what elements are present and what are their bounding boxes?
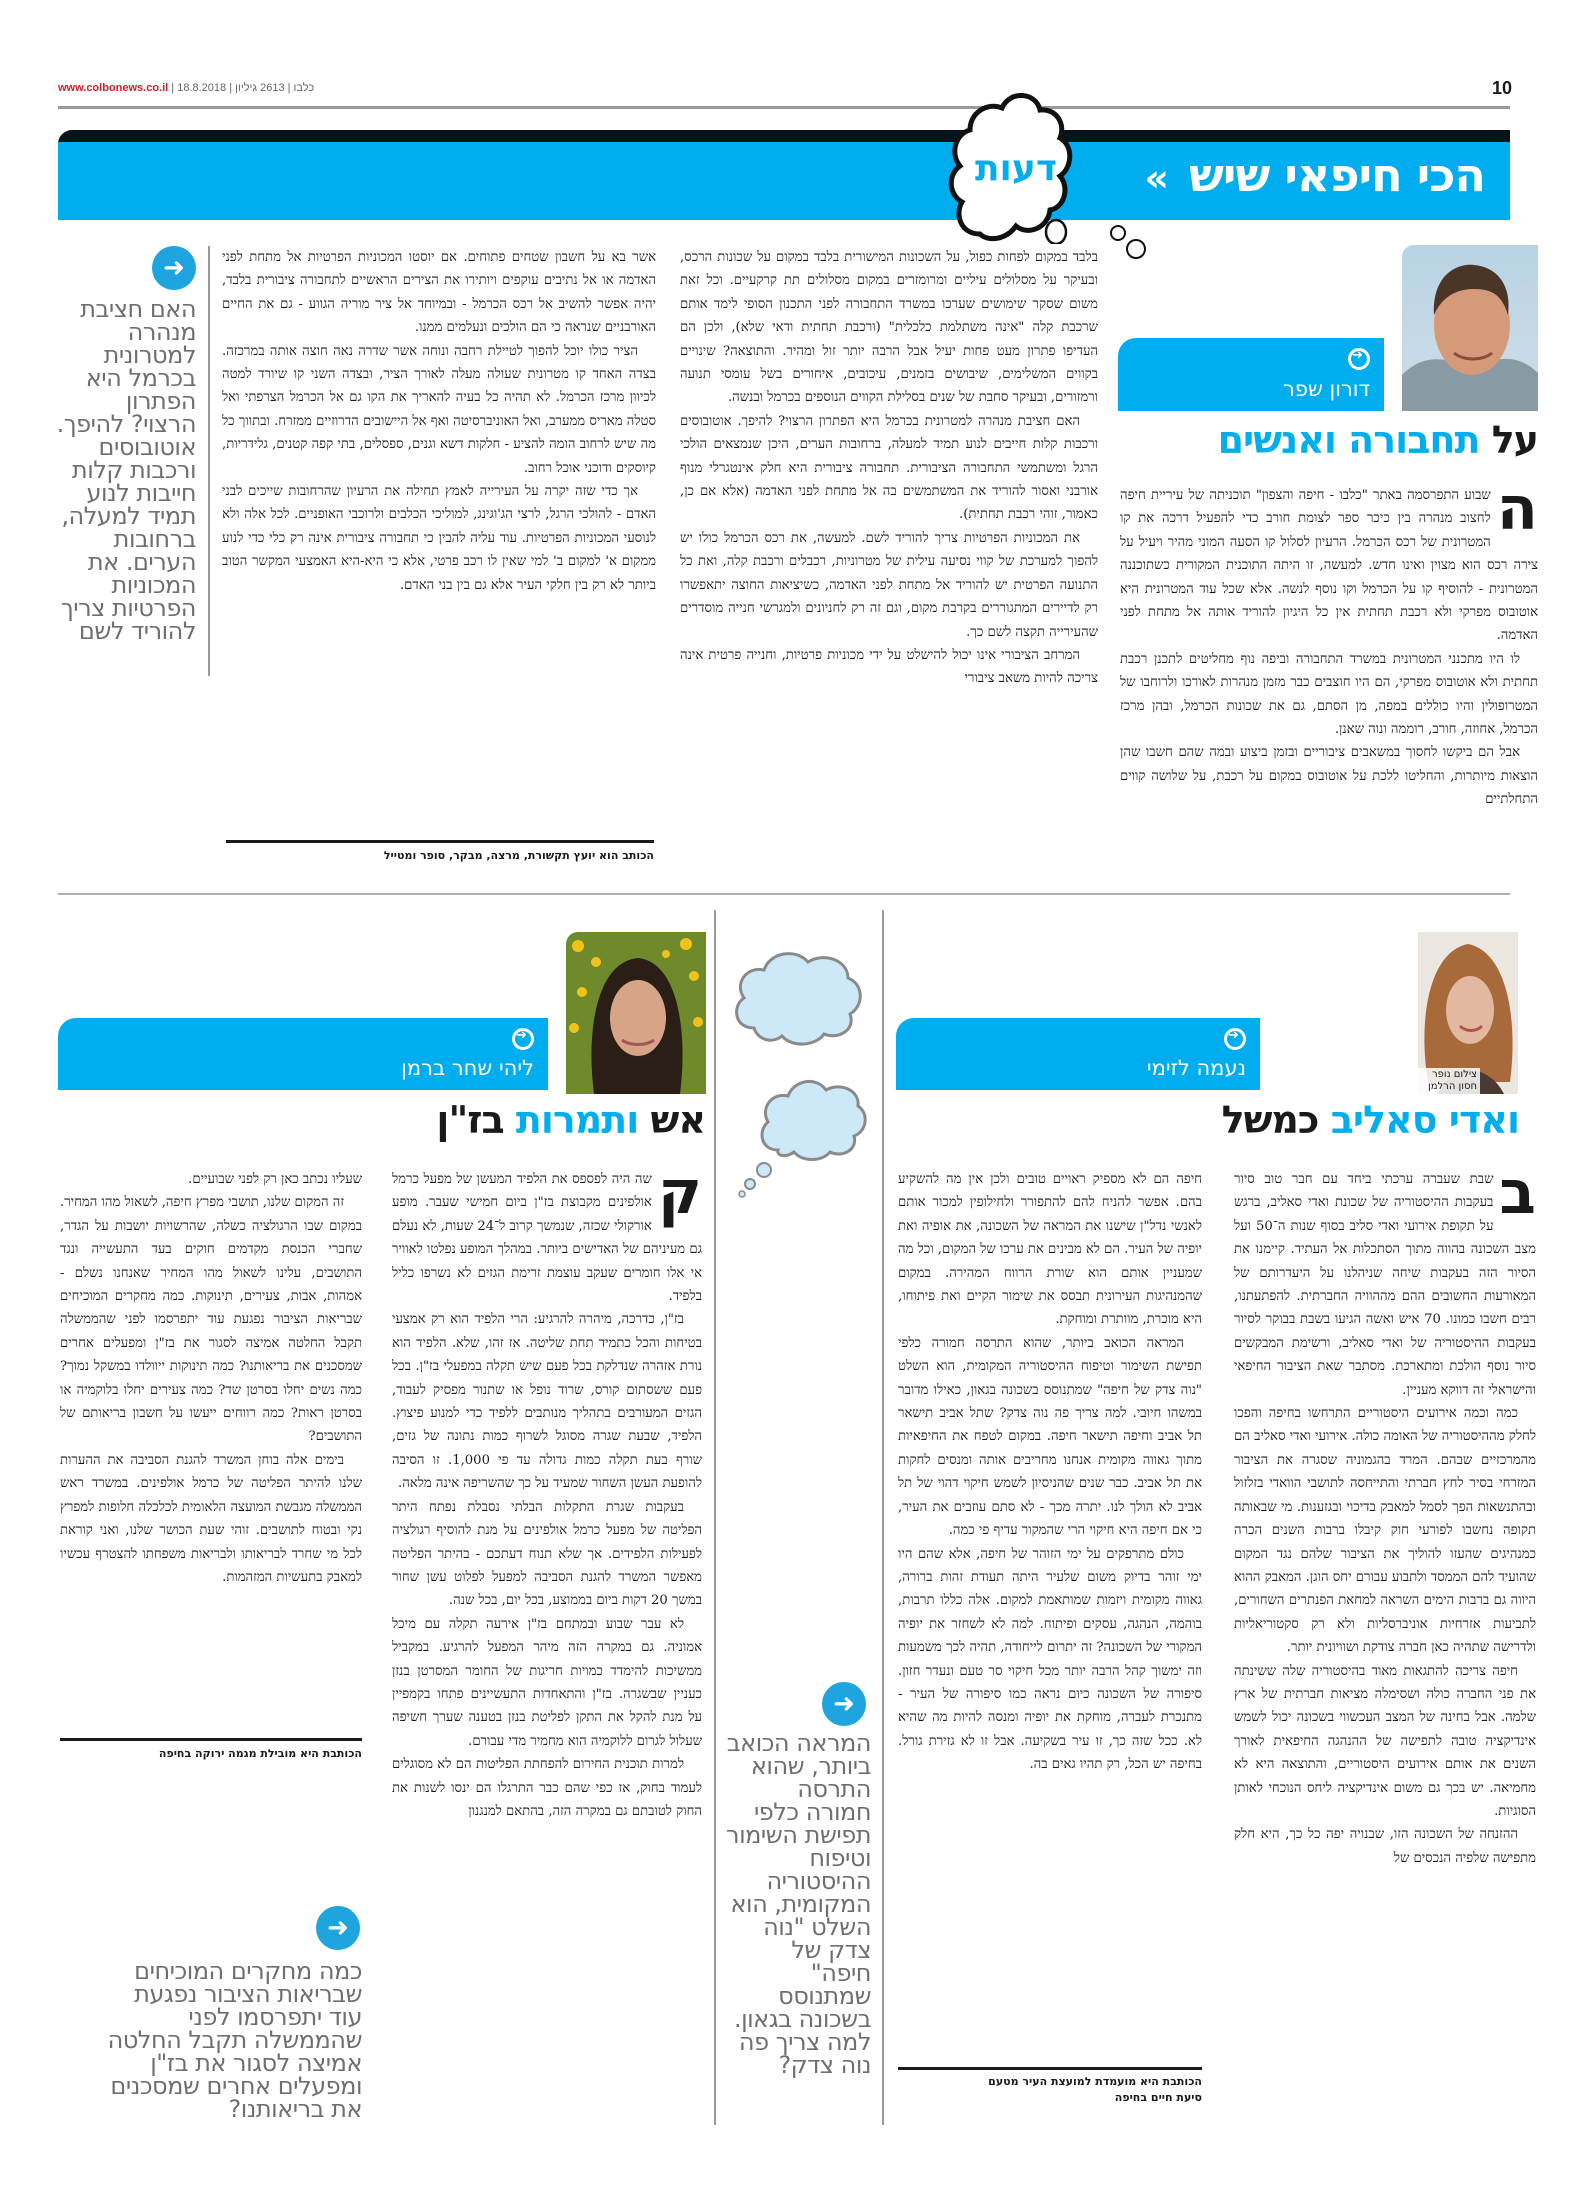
author-byline: הכותב הוא יועץ תקשורת, מרצה, מבקר, סופר ומטייל xyxy=(383,849,654,862)
paragraph: אך כדי שזה יקרה על העירייה לאמץ תחילה את הרעיון שהרחובות שייכים לבני האדם - להולכי הרגל, לרצי הג'וגינג, למוליכי הכלבים ולרוכבי האופניים. לכל אלה ולא לנוסעי המכוניות הפרטיות. עוד עליה להבין כי תחבורה ציבורית אינה רק כלי כדי לנוע ממקום א' למקום ב' למי שאין לו רכב פרטי, אלא כי היא-היא האמצעי המקשר הטוב ביותר לא רק בין חלקי העיר אלא גם בין בני האדם. xyxy=(222,484,656,593)
author-bar-doron-shefer[interactable] xyxy=(1118,338,1384,411)
decorative-clouds-icon xyxy=(724,940,874,1200)
section-label: דעות xyxy=(974,148,1058,189)
issue-meta: | כלבו | 2613 גיליון | 18.8.2018 xyxy=(168,82,315,94)
paragraph: המראה הכואב ביותר, שהוא התרסה חמורה כלפי תפישת השימור וטיפוח ההיסטוריה המקומית, הוא השלט "נוה צדק של חיפה" שמתנוסס בשכונה בגאון, כאילו מדובר במשהו חיובי. למה צריך פה נוה צדק? שתל אביב תישאר תל אביב וחיפה תישאר חיפה. במקום לטפח את החיפאיות מתוך גאווה מקומית אנחנו מחריבים אותה ומנסים לחקות את תל אביב. כבר שנים שהניסיון לשמש חיקוי דהוי של תל אביב לא הולך לנו. יתרה מכך - לא סתם עוזבים את העיר, כי אם חיפה היא חיקוי הרי שהמקור עדיף פי כמה. xyxy=(898,1335,1202,1539)
paragraph: שבת שעברה ערכתי ביחד עם חבר טוב סיור בעקבות ההיסטוריה של שכונת ואדי סאליב, ברגש על תקופת אירועי ואדי סליב בסוף שנות ה־50 ועל מצב השכונה בהווה מתוך הסתכלות אל העתיד. קיימנו את הסיור הזה בעקבות שיחה שניהלנו על היעדרותם של המאורעות החשובים ההם מההוויה החברתית. להפתעתנו, רבים חשבו כמונו. 70 איש ואשה הגיעו בשבת בבוקר לסיור בעקבות ההיסטוריה של ואדי סאליב, ורשימת המבקשים סיור נוסף הולכת ומתארכת. מסתבר שאת הציבור החיפאי והישראלי זה דווקא מעניין. xyxy=(1234,1172,1536,1398)
paragraph: בז"ן, כדרכה, מיהרה להרגיע: הרי הלפיד הוא רק אמצעי בטיחות והכל כתמיד תחת שליטה. אז זהו, שלא. הלפיד הוא נורת אזהרה שנדלקת בכל פעם שיש תקלה במפעלי בז"ן. בכל פעם ששסתום קורס, שרוד נופל או שתנור מפסיק לעבוד, הגזים המעורבים בתהליך מנותבים ללפיד כדי למנוע פיצוץ. הלפיד, שבעת שגרה מסוגל לשרוף כמות נתונה של גזים, שורף בעת תקלה כמות גדולה עד פי 1,000. זו הסיבה להופעת העשן השחור שמעיד על כך שהשריפה אינה מלאה. xyxy=(392,1312,702,1492)
arrow-circle-icon xyxy=(1348,348,1370,370)
paragraph: אבל הם ביקשו לחסוך במשאבים ציבוריים ובזמן ביצוע ובמה שהם חשבו שהן הוצאות מיותרות, והחליטו ללכת על אוטובוס במקום על רכבת, על שלושה קווים התחלתיים xyxy=(1120,745,1538,808)
portrait-image xyxy=(566,932,706,1094)
article-column xyxy=(392,1168,702,2158)
article-column xyxy=(898,1168,1202,1998)
headline-blue-part: תחבורה ואנשים xyxy=(1217,418,1480,462)
paragraph: שעליו נכתב כאן רק לפני שבועיים. xyxy=(188,1172,362,1187)
column-divider xyxy=(714,910,716,2125)
headline-word: בז"ן xyxy=(436,1098,504,1142)
photo-credit xyxy=(1418,1068,1480,1094)
paragraph: לו היו מתכנני המטרונית במשרד התחבורה וביפה נוף מחליטים לתכנן רכבת תחתית ולא אוטובוס מפרקי, הם היו חוצבים כבר מזמן מנהרות לאורכו ולרוחבו של המטרופולין והיו כוללים במפה, מן הסתם, גם את שכונות הכרמל, ובהן מרכז הכרמל, אחוזה, חורב, רוממה ונוה שאנן. xyxy=(1120,651,1538,738)
headline-dark-part: כמשל xyxy=(1221,1098,1319,1142)
arrow-right-icon: ➜ xyxy=(822,1682,866,1726)
paragraph: אשר בא על חשבון שטחים פתוחים. אם יוסטו המכוניות הפרטיות אל מתחת לפני האדמה או אל נתיבים עוקפים ויותירו את הצירים הראשיים לתחבורה ציבורית בלבד, יהיה אפשר להשיב אל רכס הכרמל - ובמיוחד אל ציר מוריה הגווע - גם את החיים האורבניים שנראה כי הם הולכים ונעלמים ממנו. xyxy=(222,250,656,336)
article-column xyxy=(680,246,1098,866)
page-number: 10 xyxy=(1491,78,1512,98)
pull-quote: האם חציבת מנהרה למטרונית בכרמל היא הפתרון הרצוי? להיפך. אוטובוסים ורכבות קלות חייבות לנוע תמיד למעלה, ברחובות הערים. את המכוניות הפרטיות צריך להוריד לשם xyxy=(56,295,196,645)
article-column xyxy=(1120,484,1538,864)
headline-dark-part: על xyxy=(1491,418,1538,462)
paragraph: חיפה צריכה להתגאות מאוד בהיסטוריה שלה ששינתה את פני החברה כולה ושסימלה מציאות חברתית של ארץ שלמה. אבל בחינה של המצב העכשווי בשכונה יכול לשמש אינדיקציה טובה לתפישה של ההנהגה החיפאית לאורך השנים את אותם אירועים היסטוריים, והתוצאה היא לא מחמיאה. יש בכך גם משום אינדיקציה ליחס הנוכחי לאותן הסוגיות. xyxy=(1234,1663,1536,1819)
drop-cap: ה xyxy=(1496,484,1538,544)
author-byline: הכותבת היא מובילת מגמה ירוקה בחיפה xyxy=(158,1747,362,1760)
arrow-circle-icon xyxy=(512,1028,534,1050)
author-bar-naama-lazimi[interactable] xyxy=(896,1018,1260,1090)
arrow-right-icon: ➜ xyxy=(316,1906,360,1950)
banner-title xyxy=(1144,148,1485,202)
article-headline xyxy=(1218,418,1538,462)
byline-line: סיעת חיים בחיפה xyxy=(1114,2091,1202,2104)
column-divider xyxy=(208,246,210,676)
site-link[interactable]: www.colbonews.co.il xyxy=(58,82,169,94)
author-name[interactable]: דורון שפר xyxy=(1282,377,1370,401)
article-headline xyxy=(436,1098,705,1142)
masthead-meta xyxy=(58,82,314,94)
portrait-image xyxy=(1402,245,1538,411)
headline-blue-part: ואדי סאליב xyxy=(1330,1098,1519,1142)
article-column xyxy=(1234,1168,1536,2158)
paragraph: שבוע התפרסמה באתר "כלבו - חיפה והצפון" תוכניתה של עיריית חיפה לחצוב מנהרה בין כיכר ספר לצומת חורב כדי להפעיל דרכה את קו המטרונית של רכס הכרמל. הרעיון לסלול קו הסעה המוני מהיר ויעיל על צירה רכס הוא מצוין ואינו חדש. למעשה, זו היתה התוכנית המקורית כשתוכננה המטרונית - להוסיף קו על הכרמל וקו נוסף לנשה. אלא שכל עוד המטרונית היא אוטובוס מפרקי ולא רכבת תחתית אין כל היגיון להוריד אותה אל מתחת לפני האדמה. xyxy=(1120,488,1538,644)
author-photo-doron-shefer xyxy=(1402,245,1538,411)
paragraph: ההזנחה של השכונה הזו, שבנויה יפה כל כך, היא חלק מתפישה שלפיה הנכסים של xyxy=(1234,1827,1536,1866)
byline-divider xyxy=(60,1738,362,1741)
banner-title-text: הכי חיפאי שיש xyxy=(1189,148,1485,202)
paragraph: שה היה לפספס את הלפיד המעשן של מפעל כרמל אולפינים מקבוצת בז"ן ביום חמישי שעבר. מופע אורקולי שכזה, שנמשך קרוב ל־24 שעות, לא נעלם גם מעיניהם של האדישים ביותר. במהלך המופע נפלטו לאוויר אי אלו חומרים שעקב עוצמת זרימת הגזים לא נשרפו כליל בלפיד. xyxy=(392,1172,702,1305)
photo-credit-line: חסון הרלמן xyxy=(1427,1081,1477,1092)
paragraph: המרחב הציבורי אינו יכול להישלט על ידי מכוניות פרטיות, וחנייה פרטית אינה צריכה להיות משאב ציבורי xyxy=(680,647,1098,687)
author-byline xyxy=(898,2074,1202,2106)
pull-quote: כמה מחקרים המוכיחים שבריאות הציבור נפגעת עוד יתפרסמו לפני שהממשלה תקבל החלטה אמיצה לסגור את בז"ן ומפעלים אחרים שמסכנים את בריאותנו? xyxy=(107,1957,362,2123)
chevron-icon: » xyxy=(1144,156,1168,200)
headline-word: אש xyxy=(650,1098,705,1142)
paragraph: הציר כולו יוכל להפוך לטיילת רחבה ונוחה אשר שדרה נאה חוצה אותה במרכזה. בצדה האחד קו מטרונית שעולה מעלה לאורך הציר, ובצדה השני קו שיורד למטה לכיוון מרכז הכרמל. לא תהיה כל בעיה להאריך את הקו גם אל הכרמל הצרפתי ואל סטלה מאריס ממערב, ואל האוניברסיטה ואף אל היישובים הדרוזיים ממזרח. ובתווך כל מה שיש לרחוב הומה להציע - חלקות דשא וגנים, ספסלים, בתי קפה קטנים, גלידריות, קיוסקים ודוכני אוכל רחוב. xyxy=(222,343,656,476)
paragraph: בימים אלה בוחן המשרד להגנת הסביבה את ההערות שלנו להיתר הפליטה של כרמל אולפינים. במשרד ראש הממשלה מגבשת המועצה הלאומית לכלכלה חלופות למפרץ נקי ובטוח לתושבים. זוהי שעת הכושר שלנו, ואני קוראת לכל מי שחרד לבריאותו ולבריאות משפחתו להצטרף עכשיו למאבק בתעשיות המזהמות. xyxy=(60,1452,362,1585)
author-photo-naama-lazimi xyxy=(1418,932,1518,1094)
section-divider xyxy=(58,893,1510,895)
paragraph: חיפה הם לא מספיק ראויים טובים ולכן אין מה להשקיע בהם. אפשר להניח להם להתפורר ולחילופין למכור אותם לאנשי נדל"ן שישנו את המראה של השכונה, את אופיה ואת יופיה של העיר. הם לא מבינים את ערכו של המקום, וכל מה שמעניין אותם הוא שורת הרווח המהירה. במקום שהמנהיגות העירונית תבסס את שימור הקיים ואת פיתוחו, היא מוכרת, מוותרת ומוחקת. xyxy=(898,1172,1202,1328)
top-divider xyxy=(58,106,1510,109)
paragraph: בלבד במקום לפחות כפול, על השכונות המישורית בלבד במקום על שכונות הרכס, ובעיקר על מסלולים עיליים ומרומזרים במקום מסלולים תת קרקעיים. וכל זאת משום שסקר שימושים שערכו במשרד התחבורה לפני התכנון הסופי לימד אותם שרכבת קלה "אינה משתלמת כלכלית" (ורכבת תחתית ודאי שלא), ולכן הם העדיפו פתרון מעט פחות יעיל אבל הרבה יותר זול ומהיר. והתוצאה? שינויים בקווים המשלימים, שיבושים בזמנים, עיכובים, איחורים בשל עומסי תנועה ורמזורים, ובעיקר סחבת של שנים בסלילת הקווים הנוספים בכרמל ובנשה. xyxy=(680,250,1098,406)
article-column xyxy=(222,246,656,746)
author-photo-lihi-shahar-berman xyxy=(566,932,706,1094)
drop-cap: ב xyxy=(1499,1168,1536,1228)
paragraph: זה המקום שלנו, תושבי מפרץ חיפה, לשאול מהו המחיר. במקום שבו הרגולציה כשלה, שהרשויות יושבות על הגדר, שחברי הכנסת מקדמים חוקים בעד התעשייה ונגד התושבים, עלינו לשאול מהו המחיר שאנחנו נשלם - אמהות, אבות, צעירים, תינוקות. כמה מחקרים המוכיחים שבריאות הציבור נפגעת עוד יתפרסמו לפני שהממשלה תקבל החלטה אמיצה לסגור את בז"ן ומפעלים אחרים שמסכנים את בריאותנו? כמה תינוקות ייוולדו במשקל נמוך? כמה נשים יחלו בסרטן שד? כמה צעירים יחלו בלוקמיה או בסרטן ראות? כמה רווחים ייעשו על חשבון בריאותם של התושבים? xyxy=(60,1195,362,1445)
pull-quote: המראה הכואב ביותר, שהוא התרסה חמורה כלפי תפישת השימור וטיפוח ההיסטוריה המקומית, הוא השלט "נוה צדק של חיפה" שמתנוסס בשכונה בגאון. למה צריך פה נוה צדק? xyxy=(726,1729,871,2079)
paragraph: את המכוניות הפרטיות צריך להוריד לשם. למעשה, את רכס הכרמל כולו יש להפוך למערכת של קווי נסיעה עילית של מטרוניות, רכבלים ורכבת קלה, ואת כל התנועה הפרטית יש להוריד אל מתחת לפני האדמה, כשיציאות החוצה יתאפשרו רק לדיירים המתגוררים בקרבת מקום, וגם זה רק לחניונים ולמגרשי חנייה מוסדרים שהעירייה תקצה לשם כך. xyxy=(680,530,1098,640)
byline-divider xyxy=(898,2067,1202,2070)
column-divider xyxy=(882,910,884,2125)
article-column xyxy=(60,1168,362,1708)
paragraph: כמה וכמה אירועים היסטוריים התרחשו בחיפה והפכו לחלק מההיסטוריה של האומה כולה. אירועי ואדי סאליב הם מהמרכזיים שבהם. המרד בהגמוניה שסגרה את הציבור המזרחי בסיר לחץ חברתי והתייחסה לתושבי הוואדי בזלזול ובהתנשאות הפך לסמל למאבק בדיכוי ובגזענות. מי שבאותה תקופה נחשבו לפורעי חוק קיבלו ברבות השנים הכרה כמנהיגים שהעזו להוליך את הציבור שלהם נגד המקום שהועיד להם הממסד ולתבוע עבורם יחס הוגן. המאבק ההוא היווה גם ברבות הימים השראה למחאת הפנתרים השחורים, לתביעות אזרחיות אוניברסליות ולא רק סקטוריאליות ולדרישה שתהיה כאן חברה צודקת ושוויונית יותר. xyxy=(1234,1406,1536,1656)
paragraph: לא עבר שבוע ובמתחם בז"ן אירעה תקלה עם מיכל אמוניה. גם במקרה הזה מיהר המפעל להרגיע. במקביל ממשיכות להימדד כמויות חריגות של החומר המסרטן בנזן כעניין שבשגרה. בז"ן והתאחדות התעשיינים פתחו בקמפיין על מנת להקל את התקן לפליטת בנזן בטענה שערך חשיפה שעלול לגרום ללוקמיה הוא מחמיר מדי עבורם. xyxy=(392,1616,702,1749)
byline-divider xyxy=(226,840,654,843)
byline-line: הכותבת היא מועמדת למועצת העיר מטעם xyxy=(988,2075,1202,2088)
arrow-right-icon: ➜ xyxy=(152,246,196,290)
author-bar-lihi-shahar-berman[interactable] xyxy=(58,1018,548,1090)
photo-credit-line: צילום נופר xyxy=(1431,1069,1477,1080)
paragraph: בעקבות שגרת התקלות הבלתי נסבלת נפתח היתר הפליטה של מפעל כרמל אולפינים על מנת להוסיף רגולציה לפעילות הלפידים. אך שלא תנוח דעתכם - בהיתר הפליטה מאפשר המשרד להגנת הסביבה למפעל לפלוט עשן שחור במשך 20 דקות ביום בממוצע, בכל יום, בכל שנה. xyxy=(392,1499,702,1609)
arrow-circle-icon xyxy=(1224,1028,1246,1050)
headline-word: ותמרות xyxy=(515,1098,639,1142)
drop-cap: ק xyxy=(657,1168,702,1228)
article-headline xyxy=(1222,1098,1519,1142)
author-name[interactable]: נעמה לזימי xyxy=(1146,1056,1246,1080)
paragraph: האם חציבת מנהרה למטרונית בכרמל היא הפתרון הרצוי? להיפך. אוטובוסים ורכבות קלות חייבים לנוע תמיד למעלה, ברחובות הערים, היכן שנמצאים הולכי הרגל ומשתמשי התחבורה הציבורית. תחבורה ציבורית היא חלק אינטגרלי מנוף אורבני ואסור להוריד את המשתמשים בה אל מתחת לפני האדמה (אלא אם כן, כאמור, זוהי רכבת תחתית). xyxy=(680,413,1098,523)
author-name[interactable]: ליהי שחר ברמן xyxy=(401,1056,534,1080)
paragraph: כולם מתרפקים על ימי הזוהר של חיפה, אלא שהם היו ימי זוהר בדיוק משום שלעיר היתה תעודת זהות ברורה, גאווה מקומית ויזמות שמותאמת למקום. אלה כללו תרבות, בוהמה, הנהגה, עסקים ופיתוח. למה לא לשחזר את יופיה המקורי של השכונה? זה יתרום לייחודה, תהיה לכך משמעות וזה ימשוך קהל הרבה יותר מכל חיקוי סר טעם ונעדר חזון. סיפורה של השכונה כיום נראה כמו סיפורה של העיר - מתנכרת לעברה, מוחקת את יופיה ומנסה להיות מה שהיא לא. ככל שזה כך, זו עיר בשקיעה. אבל זו לא גזירת גורל. בחיפה יש הכל, רק תהיו גאים בה. xyxy=(898,1546,1202,1773)
paragraph: למרות תוכנית החירום להפחתת הפליטות הם לא מסוגלים לעמוד בחוק, אז כפי שהם כבר התרגלו הם ינסו לשנות את החוק לטובתם גם במקרה הזה, בהתאם למנגנון xyxy=(392,1757,702,1819)
